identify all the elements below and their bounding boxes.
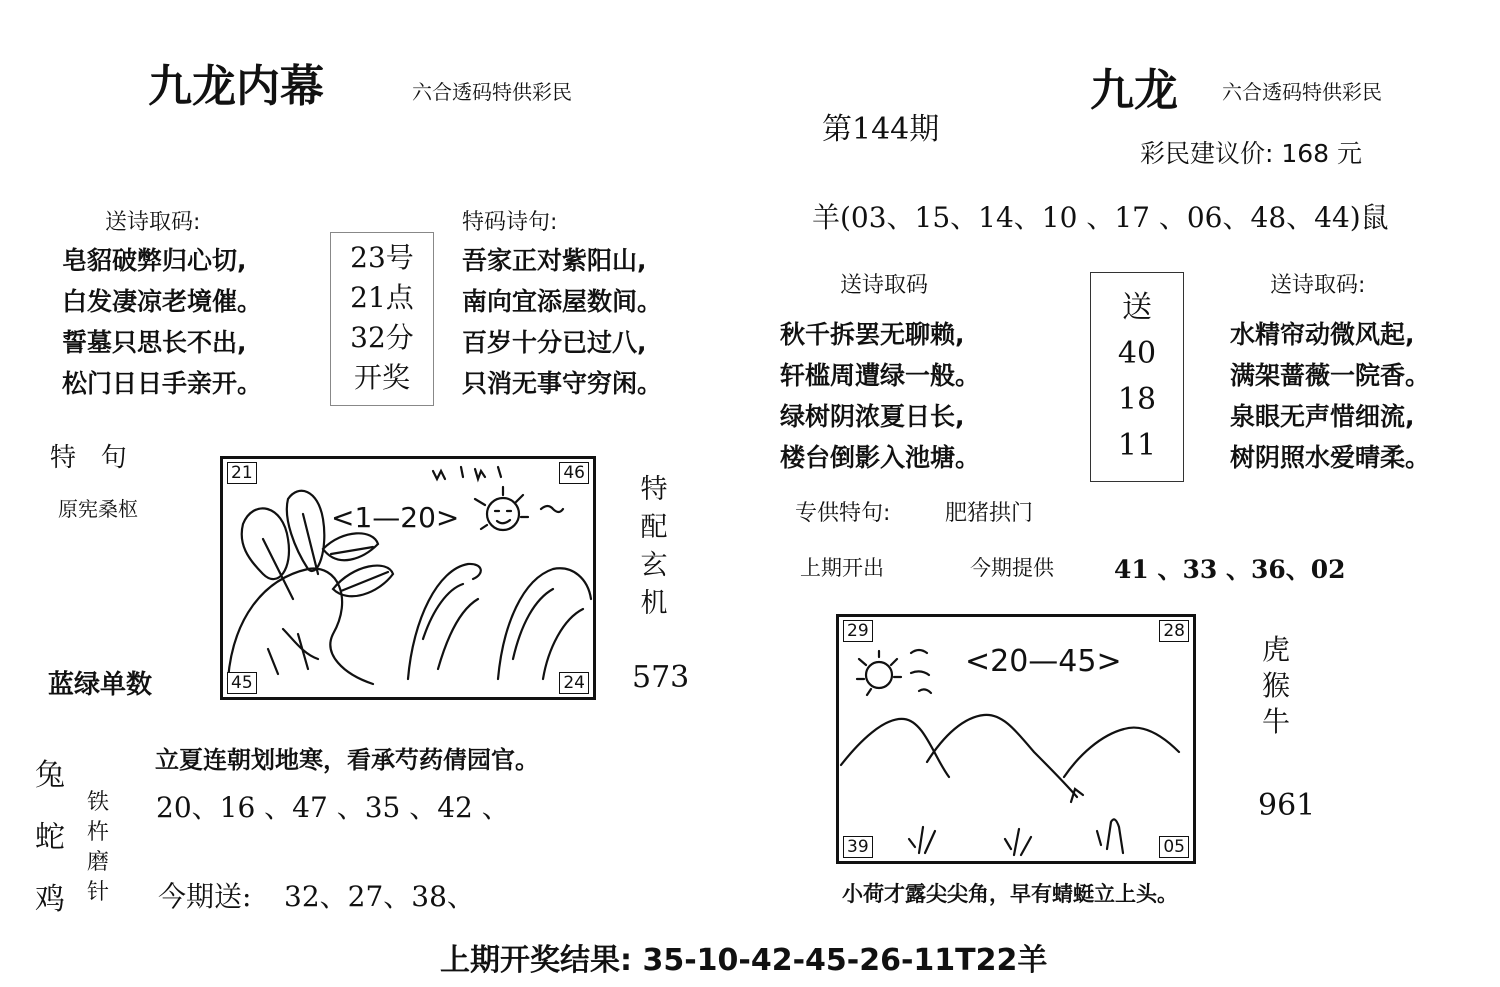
send-box-number: 11 <box>1117 428 1157 463</box>
left-subtitle: 六合透码特供彩民 <box>412 80 572 104</box>
poem-line: 松门日日手亲开。 <box>62 369 263 398</box>
right-poem-label-right: 送诗取码: <box>1270 273 1366 298</box>
draw-info-box <box>330 232 434 406</box>
corner-number: 28 <box>1159 620 1189 642</box>
left-poem <box>62 240 262 404</box>
sun-mountains-sketch <box>839 617 1193 861</box>
picture-annotation: <20—45> <box>965 644 1122 679</box>
proverb: 铁 杵 磨 针 <box>86 790 109 905</box>
right-zodiacs: 虎 猴 牛 <box>1261 633 1290 738</box>
draw-date: 23号 <box>350 241 414 274</box>
poem-line: 泉眼无声惜细流, <box>1230 402 1415 431</box>
poem-line: 只消无事守穷闲。 <box>462 369 663 398</box>
corner-number: 45 <box>227 672 257 694</box>
poem-line: 树阴照水爱晴柔。 <box>1230 443 1431 472</box>
draw-note: 开奖 <box>353 361 410 394</box>
left-zodiacs: 兔 蛇 鸡 <box>35 758 65 917</box>
poem-line: 吾家正对紫阳山, <box>462 246 647 275</box>
right-number: 961 <box>1258 788 1316 823</box>
poem-line: 皂貂破弊归心切, <box>62 246 247 275</box>
draw-hour: 21点 <box>350 281 414 314</box>
right-special-phrase: 肥猪拱门 <box>945 501 1034 526</box>
draw-minute: 32分 <box>350 321 414 354</box>
corner-number: 46 <box>559 462 589 484</box>
picture-annotation: <1—20> <box>331 501 460 534</box>
right-caption: 小荷才露尖尖角，早有蜻蜓立上头。 <box>842 882 1178 906</box>
right-poem-label-left: 送诗取码 <box>840 273 929 298</box>
this-issue-label: 今期提供 <box>970 556 1054 580</box>
suggested-price: 彩民建议价: 168 元 <box>1140 139 1363 168</box>
corner-number: 24 <box>559 672 589 694</box>
left-number: 573 <box>632 660 690 695</box>
leaf-sun-sketch <box>223 459 593 697</box>
right-poem-left <box>780 314 980 478</box>
corner-number: 39 <box>843 836 873 858</box>
send-box-label: 送 <box>1122 290 1152 325</box>
vertical-label: 特 配 玄 机 <box>640 474 668 619</box>
left-sketch-picture <box>220 456 596 700</box>
left-verse: 立夏连朝划地寒，看承芍药倩园官。 <box>155 746 539 774</box>
corner-number: 05 <box>1159 836 1189 858</box>
poem-line: 轩槛周遭绿一般。 <box>780 361 981 390</box>
poem-line: 绿树阴浓夏日长, <box>780 402 965 431</box>
code-line: 羊(03、15、14、10 、17 、06、48、44)鼠 <box>812 201 1389 234</box>
poem-line: 南向宜添屋数间。 <box>462 287 663 316</box>
send-label: 今期送: <box>158 880 252 913</box>
special-phrase-label: 特 句 <box>50 443 127 473</box>
send-box <box>1090 272 1184 482</box>
left-title: 九龙内幕 <box>148 61 324 112</box>
poem-line: 满架蔷薇一院香。 <box>1230 361 1431 390</box>
special-poem-label: 特码诗句: <box>462 210 558 235</box>
previous-result: 上期开奖结果: 35-10-42-45-26-11T22羊 <box>440 943 1048 978</box>
right-subtitle: 六合透码特供彩民 <box>1222 80 1382 104</box>
poem-line: 白发凄凉老境催。 <box>62 287 263 316</box>
poem-line: 水精帘动微风起, <box>1230 320 1415 349</box>
right-poem-right <box>1230 314 1430 478</box>
poem-line: 秋千拆罢无聊赖, <box>780 320 965 349</box>
corner-number: 29 <box>843 620 873 642</box>
right-title: 九龙 <box>1090 65 1178 116</box>
right-special-label: 专供特句: <box>795 501 891 526</box>
corner-number: 21 <box>227 462 257 484</box>
this-issue-numbers: 41 、33 、36、02 <box>1114 555 1346 584</box>
send-numbers: 32、27、38、 <box>284 880 475 913</box>
left-poem-label: 送诗取码: <box>105 210 201 235</box>
poem-line: 楼台倒影入池塘。 <box>780 443 981 472</box>
special-phrase: 原宪桑枢 <box>58 497 138 521</box>
poem-line: 百岁十分已过八, <box>462 328 647 357</box>
color-label: 蓝绿单数 <box>48 670 153 700</box>
right-sketch-picture <box>836 614 1196 864</box>
send-box-number: 40 <box>1117 336 1157 371</box>
special-poem <box>462 240 662 404</box>
last-issue-label: 上期开出 <box>800 556 884 580</box>
issue-number: 第144期 <box>822 112 940 147</box>
verse-numbers: 20、16 、47 、35 、42 、 <box>156 791 510 824</box>
send-box-number: 18 <box>1117 382 1157 417</box>
poem-line: 誓墓只思长不出, <box>62 328 247 357</box>
